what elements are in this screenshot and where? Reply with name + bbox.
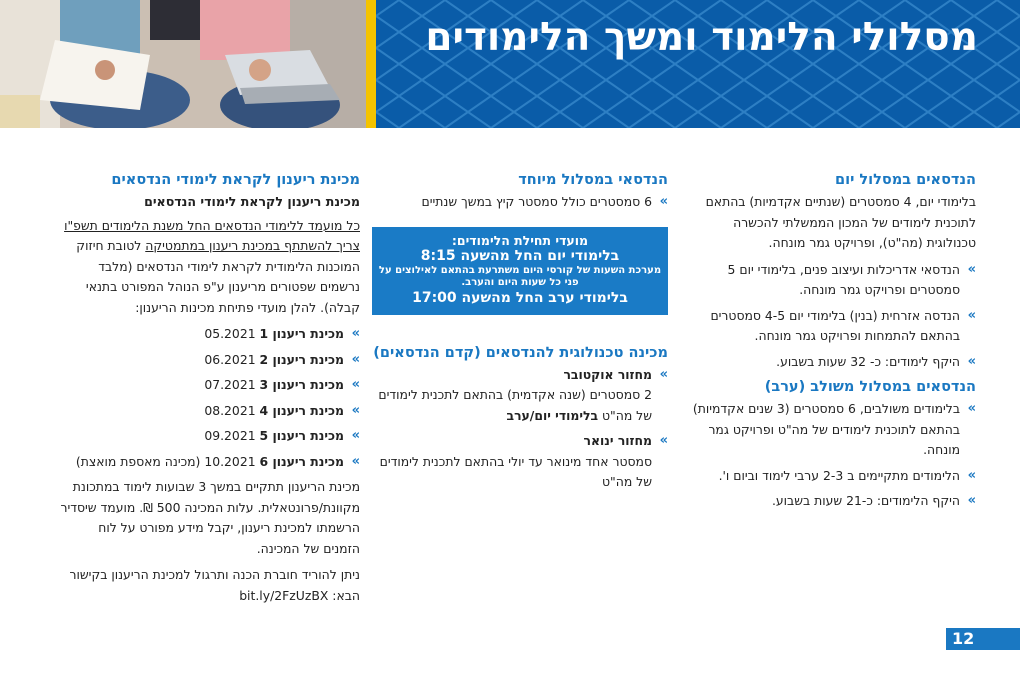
heading-tech-prep: מכינה טכנולוגית להנדסאים (קדם הנדסאים) [373,344,668,361]
evening-start-time: בלימודי ערב החל מהשעה 17:00 [412,289,628,306]
refresher-intro: כל מועמד ללימודי הנדסאים החל משנת הלימודים תשפ"ו צריך להשתתף במכינת ריענון במתמטיקה לטובת חיזוק המוכנות הלימודית לקראת לימודי הנדסאים (מלבד נרשמים שפטורים מריענון ע"פ הנוהל המפורט בתנאי קבלה). להלן מועדי פתיחת מכינות הריענון: [64,217,360,315]
january-cycle-text: סמסטר אחד מינואר עד יולי בהתאם לתכנית לימודים של מה"ט [379,453,652,489]
heading-refresher: מכינת ריענון לקראת לימודי הנדסאים [111,172,360,188]
day-start-time: בלימודי יום החל מהשעה 8:15 [420,247,620,264]
schedule-note: מערכת השעות של קורסי היום משתרעת בהתאם לאילוצים על פני כל שעות היום והערב. [378,264,662,288]
tech-prep-list [372,365,668,493]
session-item: » מכינת ריענון 3 07.2021 [60,375,360,396]
column-refresher [60,170,360,612]
header-yellow-bar [366,0,376,128]
chevron-bullet-icon: » [351,326,360,341]
october-cycle-label: מחזור אוקטובר [563,366,652,382]
list-item-january [372,431,668,493]
chevron-bullet-icon: » [351,377,360,392]
special-track-list [372,192,668,213]
october-cycle-mode: בלימודי יום/ערב [506,407,599,423]
refresher-download: ניתן להוריד חוברת הכנה ותרגול למכינת הריענון בקישור הבא: bit.ly/2FzUzBX [69,567,360,603]
list-item: » הלימודים מתקיימים ב 2-3 ערבי לימוד וביום ו'. [690,466,976,487]
january-cycle-label: מחזור ינואר [583,433,652,448]
day-track-text: בלימודי יום, 4 סמסטרים (שנתיים אקדמיות) בהתאם לתוכנית לימודים של המכון הממשלתי להכשרה טכנולוגית (מה"ט), ופרויקט גמר מונחה. [705,194,976,250]
page-title: מסלולי הלימוד ומשך הלימודים [425,15,978,60]
chevron-bullet-icon: » [967,353,976,369]
page-header [0,0,1020,128]
session-item: » מכינת ריענון 1 05.2021 [60,324,360,345]
refresher-subtitle: מכינת ריענון לקראת לימודי הנדסאים [144,194,360,209]
session-item: » מכינת ריענון 6 10.2021 (מכינה מאספת מואצת) [60,452,360,473]
list-item: » בלימודים משולבים, 6 סמסטרים (3 שנים אקדמיות) בהתאם לתוכנית לימודים של מה"ט ופרויקט גמר מונחה. [692,401,976,457]
chevron-bullet-icon: » [967,261,976,277]
page-number: 12 [952,629,975,648]
heading-special-track: הנדסאי במסלול מיוחד [518,172,668,188]
page-number-bar [946,628,1020,650]
list-item: » הנדסה אזרחית (בנין) בלימודי יום 4-5 סמסטרים בהתאם להתמחות ופרויקט גמר מונחה. [710,307,976,343]
day-track-list [690,260,976,373]
chevron-bullet-icon: » [351,351,360,367]
download-link[interactable]: bit.ly/2FzUzBX [239,587,329,603]
refresher-sessions [60,324,360,472]
chevron-bullet-icon: » [967,467,976,483]
start-times-title: מועדי תחילת הלימודים: [451,232,589,248]
heading-day-track: הנדסאים במסלול יום [835,172,976,188]
list-item: » 6 סמסטרים כולל סמסטר קיץ במשך שנתיים [372,192,668,213]
chevron-bullet-icon: » [659,194,668,209]
header-photo [0,0,366,128]
list-item: » היקף הלימודים: כ-21 שעות בשבוע. [690,491,976,512]
list-item-october [372,365,668,427]
october-cycle-text: 2 סמסטרים (שנה אקדמית) בהתאם לתכנית לימודים של מה"ט [378,387,652,423]
start-times-box [372,227,668,315]
header-title-panel [376,0,1020,128]
chevron-bullet-icon: » [967,401,976,416]
list-item: » הנדסאי אדריכלות ועיצוב פנים, בלימודי יום 5 סמסטרים ופרויקט גמר מונחה. [727,261,976,297]
chevron-bullet-icon: » [659,366,668,382]
heading-combined-track: הנדסאים במסלול משולב (ערב) [764,379,976,395]
session-item: » מכינת ריענון 4 08.2021 [60,401,360,422]
students-illustration [0,0,366,128]
list-item: » היקף לימודים: כ- 32 שעות בשבוע. [690,352,976,373]
chevron-bullet-icon: » [967,493,976,508]
chevron-bullet-icon: » [351,453,360,469]
chevron-bullet-icon: » [659,433,668,448]
column-day-track [690,170,976,517]
session-item: » מכינת ריענון 2 06.2021 [60,350,360,371]
refresher-details: מכינת הריענון תתקיים במשך 3 שבועות לימוד במתכונת מקוונת/פרונטאלית. עלות המכינה 500 ₪. מועמד שיסדיר הרשמתו למכינת ריענון, יקבל מידע מפורט על לוח הזמנים של המכינה. [60,479,360,556]
chevron-bullet-icon: » [967,307,976,323]
chevron-bullet-icon: » [351,402,360,418]
chevron-bullet-icon: » [351,428,360,443]
session-item: » מכינת ריענון 5 09.2021 [60,426,360,447]
combined-track-list [690,399,976,512]
column-special-track [372,170,668,498]
